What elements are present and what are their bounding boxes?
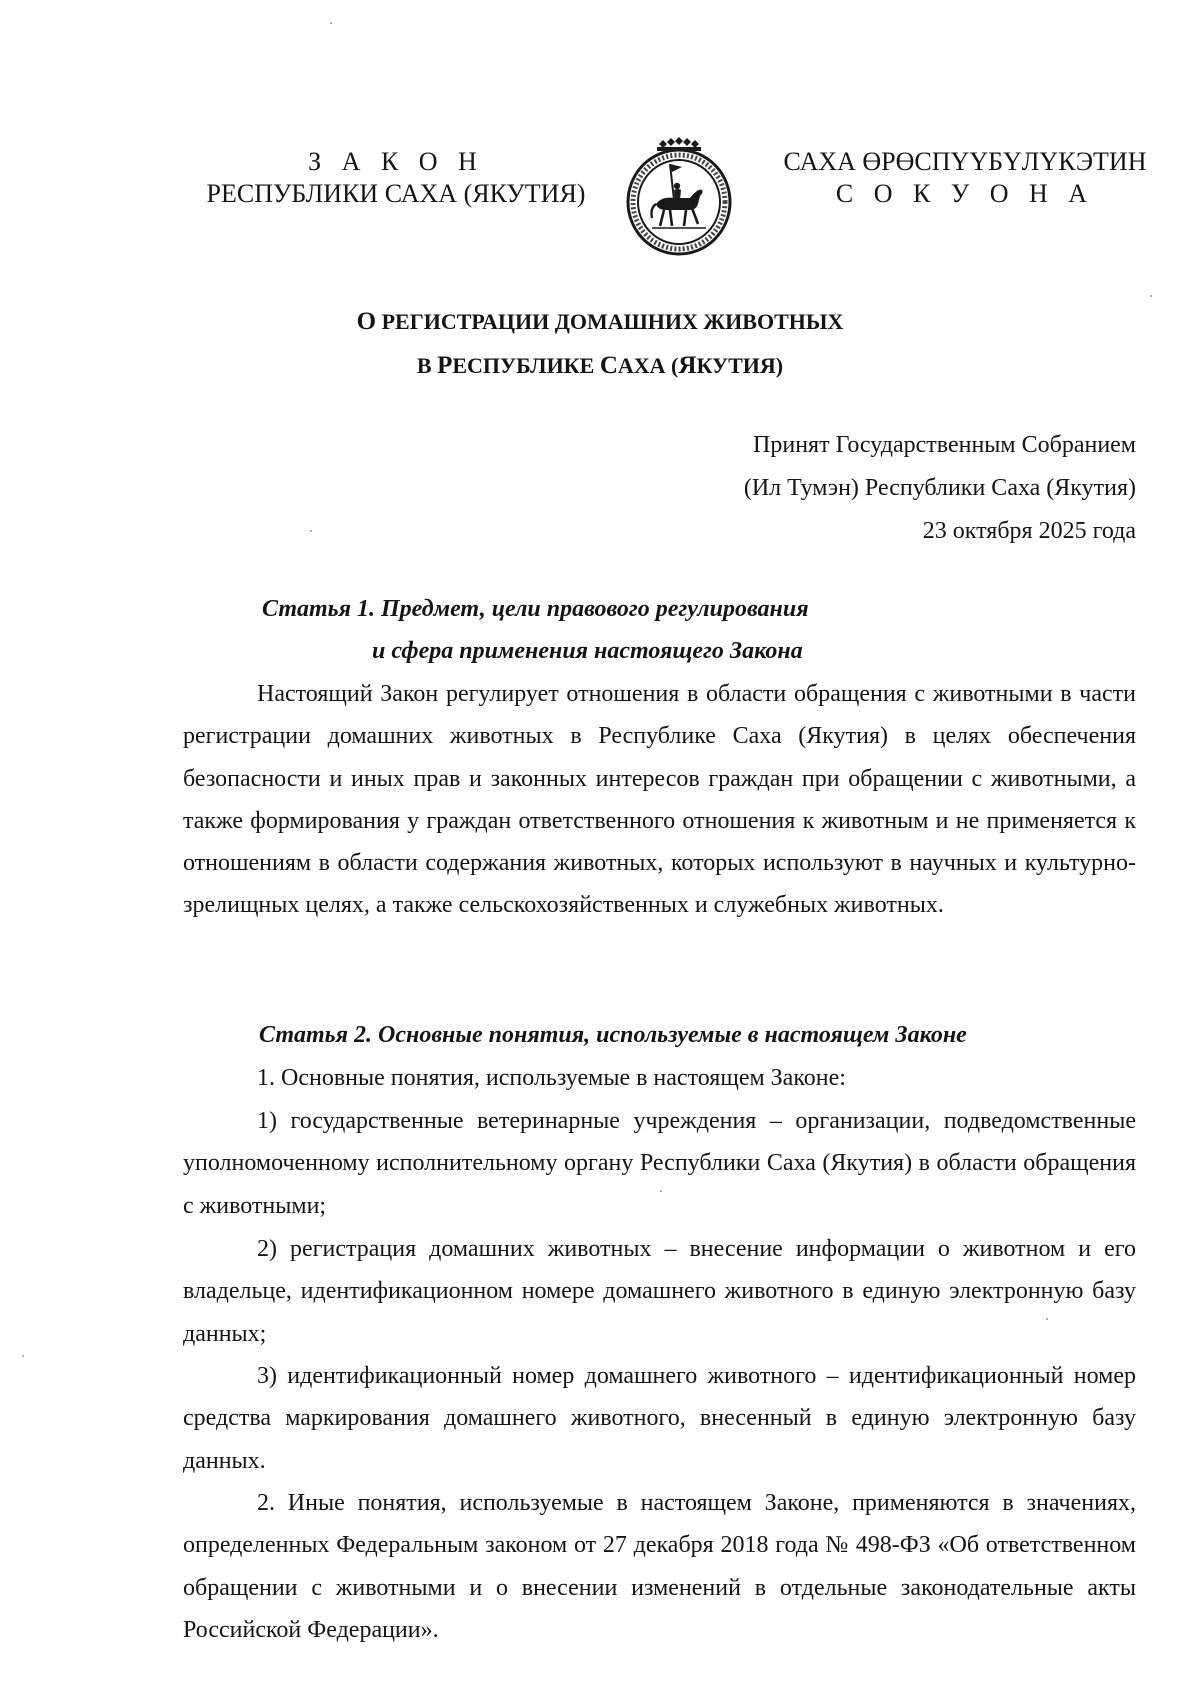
- article2-item-1: 1) государственные ветеринарные учреждения – организации, подведомственные уполномоченному исполнительному органу Республики Саха (Якутия) в области обращения с животными;: [183, 1108, 1136, 1219]
- document-title: [0, 300, 1200, 388]
- adoption-line-1: Принят Государственным Собранием: [753, 432, 1136, 458]
- title-line2-cap1: Р: [437, 352, 453, 379]
- scan-speck: [1150, 295, 1152, 297]
- scan-speck: [660, 1190, 662, 1192]
- title-line-2: [0, 344, 1200, 388]
- header-left-block: [196, 146, 596, 210]
- header-law-word: З А К О Н: [308, 147, 484, 176]
- article2-paragraph-1: 1. Основные понятия, используемые в настоящем Законе:: [257, 1065, 846, 1091]
- adoption-date: 23 октября 2025 года: [922, 518, 1136, 544]
- title-line-1: [0, 300, 1200, 344]
- header-right-block: [780, 146, 1150, 210]
- coat-of-arms-emblem-icon: [622, 134, 736, 258]
- scan-speck: [310, 530, 312, 532]
- article1-heading-line1: Статья 1. Предмет, цели правового регулирования: [262, 596, 809, 622]
- adoption-line-2: (Ил Тумэн) Республики Саха (Якутия): [743, 475, 1136, 501]
- header-republic-name: РЕСПУБЛИКИ САХА (ЯКУТИЯ): [206, 179, 586, 208]
- title-line2-cap2: С: [599, 352, 618, 379]
- article1-text: Настоящий Закон регулирует отношения в области обращения с животными в части регистрации домашних животных в Республике Саха (Якутия) в целях обеспечения безопасности и иных прав и законных интересов граждан при обращении с животными, а также формирования у граждан ответственного отношения к животным и не применяется к отношениям в области содержания животных, которых используют в научных и культурно-зрелищных целях, а также сельскохозяйственных и служебных животных.: [183, 681, 1136, 919]
- title-line1-cap: О: [356, 308, 377, 335]
- title-line2-part1: В: [416, 353, 438, 378]
- article2-item-2: 2) регистрация домашних животных – внесение информации о животном и его владельце, идентификационном номере домашнего животного в единую электронную базу данных;: [183, 1236, 1136, 1347]
- title-line1-rest: РЕГИСТРАЦИИ ДОМАШНИХ ЖИВОТНЫХ: [376, 309, 844, 334]
- adoption-block: [744, 424, 1136, 553]
- title-line2-cap3: Я: [678, 352, 697, 379]
- title-line2-part2: ЕСПУБЛИКЕ: [452, 353, 600, 378]
- article1-heading-line2: и сфера применения настоящего Закона: [372, 638, 803, 664]
- scan-speck: [330, 22, 332, 24]
- header-republic-name-sakha: САХА ӨРӨСПҮҮБҮЛҮКЭТИН: [783, 147, 1147, 176]
- title-line2-part3: АХА (: [617, 353, 679, 378]
- header-law-word-sakha: С О К У О Н А: [835, 179, 1095, 208]
- scan-speck: [1046, 1318, 1048, 1320]
- title-line2-part4: КУТИЯ): [696, 353, 784, 378]
- scan-speck: [22, 1355, 24, 1357]
- article2-item-3: 3) идентификационный номер домашнего животного – идентификационный номер средства маркирования домашнего животного, внесенный в единую электронную базу данных.: [183, 1363, 1136, 1474]
- article2-heading: Статья 2. Основные понятия, используемые в настоящем Законе: [259, 1022, 967, 1048]
- article2-paragraph-2: 2. Иные понятия, используемые в настоящем Законе, применяются в значениях, определенных Федеральным законом от 27 декабря 2018 года № 498-ФЗ «Об ответственном обращении с животными и о внесении изменений в отдельные законодательные акты Российской Федерации».: [183, 1490, 1136, 1643]
